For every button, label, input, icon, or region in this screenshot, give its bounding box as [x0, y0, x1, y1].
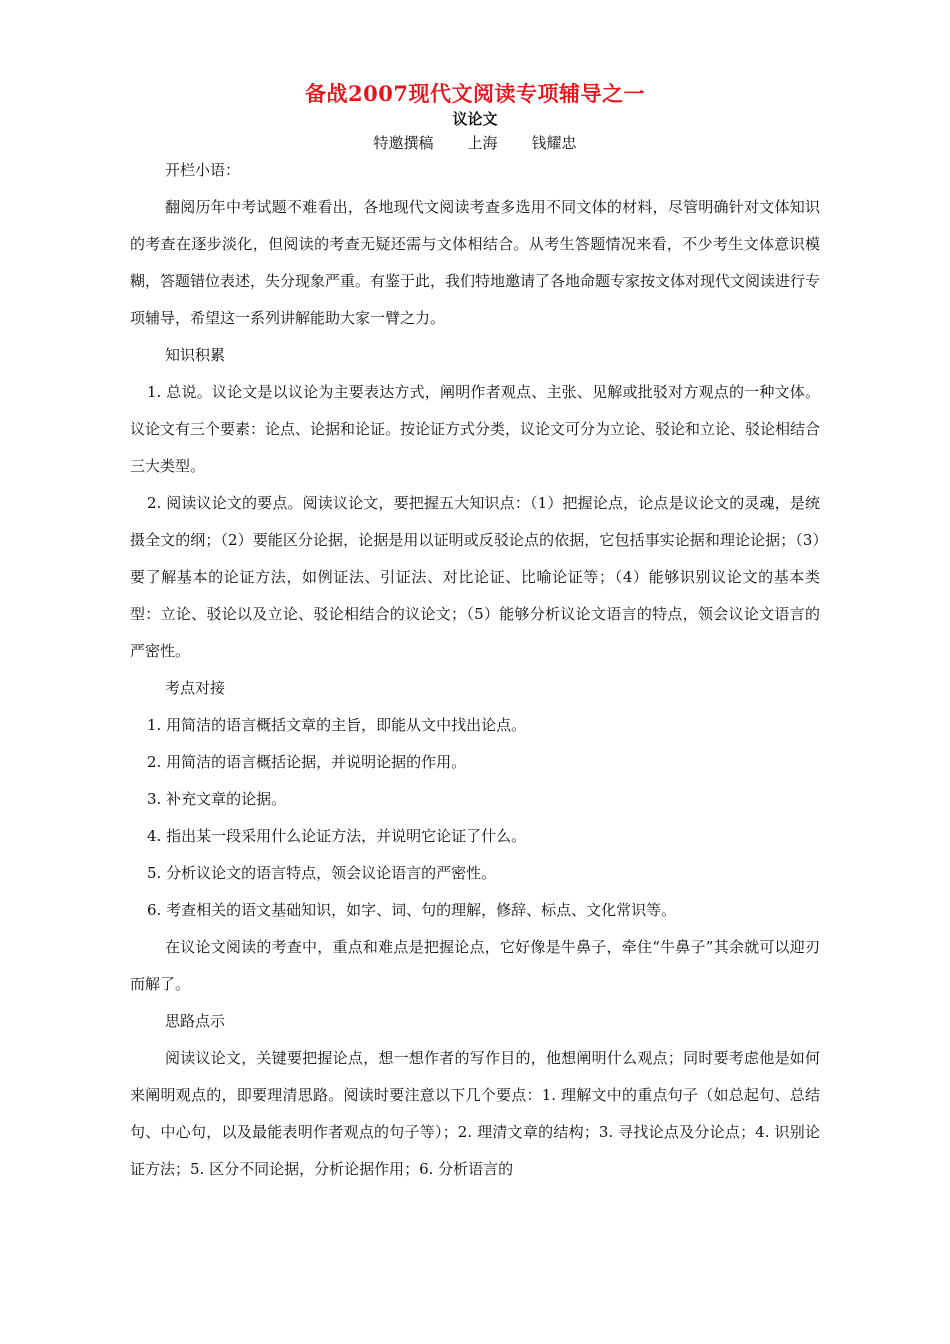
document-title: 备战2007现代文阅读专项辅导之一 [305, 81, 645, 106]
thinking-paragraph: 阅读议论文，关键要把握论点，想一想作者的写作目的，他想阐明什么观点；同时要考虑他是如何来阐明观点的，即要理清思路。阅读时要注意以下几个要点：1. 理解文中的重点句子（如总起句、总结句、中心句，以及最能表明作者观点的句子等）；2. 理清文章的结构；3. 寻找论点及分论点；4. 识别论证方法；5. 区分不同论据，分析论据作用；6. 分析语言的 [130, 1049, 820, 1178]
exam-item: 3. 补充文章的论据。 [147, 790, 287, 808]
exam-item: 5. 分析议论文的语言特点，领会议论语言的严密性。 [147, 864, 497, 882]
knowledge-heading: 知识积累 [165, 346, 226, 364]
exam-item: 6. 考查相关的语文基础知识，如字、词、句的理解，修辞、标点、文化常识等。 [147, 901, 677, 919]
thinking-heading: 思路点示 [165, 1012, 226, 1030]
byline [0, 132, 950, 153]
byline-author: 钱耀忠 [531, 134, 577, 152]
exam-heading: 考点对接 [165, 679, 226, 697]
document-body [130, 152, 820, 1188]
knowledge-item: 1. 总说。议论文是以议论为主要表达方式，阐明作者观点、主张、见解或批驳对方观点的一种文体。议论文有三个要素：论点、论据和论证。按论证方式分类，议论文可分为立论、驳论和立论、驳论相结合三大类型。 [130, 383, 821, 475]
intro-heading: 开栏小语： [165, 161, 241, 179]
knowledge-item: 2. 阅读议论文的要点。阅读议论文，要把握五大知识点：（1）把握论点，论点是议论文的灵魂，是统摄全文的纲；（2）要能区分论据，论据是用以证明或反驳论点的依据，它包括事实论据和理论论据；（3）要了解基本的论证方法，如例证法、引证法、对比论证、比喻论证等；（4）能够识别议论文的基本类型：立论、驳论以及立论、驳论相结合的议论文；（5）能够分析议论文语言的特点，领会议论文语言的严密性。 [130, 494, 820, 660]
intro-paragraph: 翻阅历年中考试题不难看出，各地现代文阅读考查多选用不同文体的材料，尽管明确针对文体知识的考查在逐步淡化，但阅读的考查无疑还需与文体相结合。从考生答题情况来看，不少考生文体意识模糊，答题错位表述，失分现象严重。有鉴于此，我们特地邀请了各地命题专家按文体对现代文阅读进行专项辅导，希望这一系列讲解能助大家一臂之力。 [130, 198, 821, 327]
byline-label: 特邀撰稿 [373, 134, 434, 152]
byline-place: 上海 [467, 134, 498, 152]
exam-summary: 在议论文阅读的考查中，重点和难点是把握论点，它好像是牛鼻子，牵住“牛鼻子”其余就可以迎刃而解了。 [130, 938, 820, 993]
exam-item: 1. 用简洁的语言概括文章的主旨，即能从文中找出论点。 [147, 716, 527, 734]
exam-item: 2. 用简洁的语言概括论据，并说明论据的作用。 [147, 753, 467, 771]
document-subtitle: 议论文 [452, 110, 498, 128]
exam-item: 4. 指出某一段采用什么论证方法，并说明它论证了什么。 [147, 827, 527, 845]
